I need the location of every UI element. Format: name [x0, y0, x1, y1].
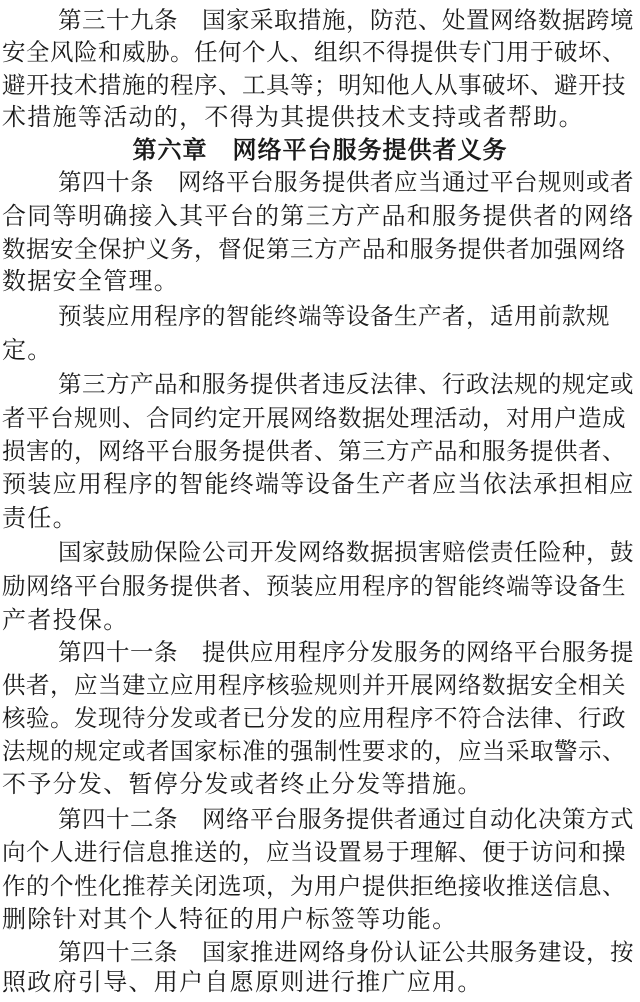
text-line: 供者，应当建立应用程序核验规则并开展网络数据安全相关	[2, 671, 626, 699]
text-line: 第四十条 网络平台服务提供者应当通过平台规则或者	[58, 168, 634, 196]
text-line: 责任。	[2, 504, 78, 532]
text-line: 第四十三条 国家推进网络身份认证公共服务建设，按	[58, 938, 634, 966]
text-line: 预装应用程序的智能终端等设备生产者，适用前款规	[58, 302, 610, 330]
text-line: 损害的，网络平台服务提供者、第三方产品和服务提供者、	[2, 437, 626, 465]
text-line: 作的个性化推荐关闭选项，为用户提供拒绝接收推送信息、	[2, 872, 626, 900]
text-line: 数据安全管理。	[2, 267, 180, 295]
text-line: 预装应用程序的智能终端等设备生产者应当依法承担相应	[2, 470, 635, 498]
text-line: 者平台规则、合同约定开展网络数据处理活动，对用户造成	[2, 404, 626, 432]
text-line: 向个人进行信息推送的，应当设置易于理解、便于访问和操	[2, 838, 626, 866]
text-line: 数据安全保护义务，督促第三方产品和服务提供者加强网络	[2, 235, 626, 263]
text-line: 术措施等活动的，不得为其提供技术支持或者帮助。	[2, 103, 584, 131]
text-line: 励网络平台服务提供者、预装应用程序的智能终端等设备生	[2, 572, 626, 600]
chapter-heading: 第六章 网络平台服务提供者义务	[132, 136, 508, 164]
text-line: 核验。发现待分发或者已分发的应用程序不符合法律、行政	[2, 704, 626, 732]
text-line: 第四十一条 提供应用程序分发服务的网络平台服务提	[58, 638, 634, 666]
text-line: 第三方产品和服务提供者违反法律、行政法规的规定或	[58, 370, 634, 398]
text-line: 国家鼓励保险公司开发网络数据损害赔偿责任险种，鼓	[58, 538, 634, 566]
text-line: 产者投保。	[2, 606, 129, 634]
text-line: 照政府引导、用户自愿原则进行推广应用。	[2, 968, 483, 996]
text-line: 安全风险和威胁。任何个人、组织不得提供专门用于破坏、	[2, 38, 626, 66]
text-line: 删除针对其个人特征的用户标签等功能。	[2, 905, 458, 933]
text-line: 避开技术措施的程序、工具等；明知他人从事破坏、避开技	[2, 71, 626, 99]
text-line: 合同等明确接入其平台的第三方产品和服务提供者的网络	[2, 202, 635, 230]
text-line: 第四十二条 网络平台服务提供者通过自动化决策方式	[58, 805, 634, 833]
text-line: 不予分发、暂停分发或者终止分发等措施。	[2, 770, 483, 798]
text-line: 第三十九条 国家采取措施，防范、处置网络数据跨境	[58, 6, 634, 34]
text-line: 法规的规定或者国家标准的强制性要求的，应当采取警示、	[2, 737, 626, 765]
text-line: 定。	[2, 336, 53, 364]
